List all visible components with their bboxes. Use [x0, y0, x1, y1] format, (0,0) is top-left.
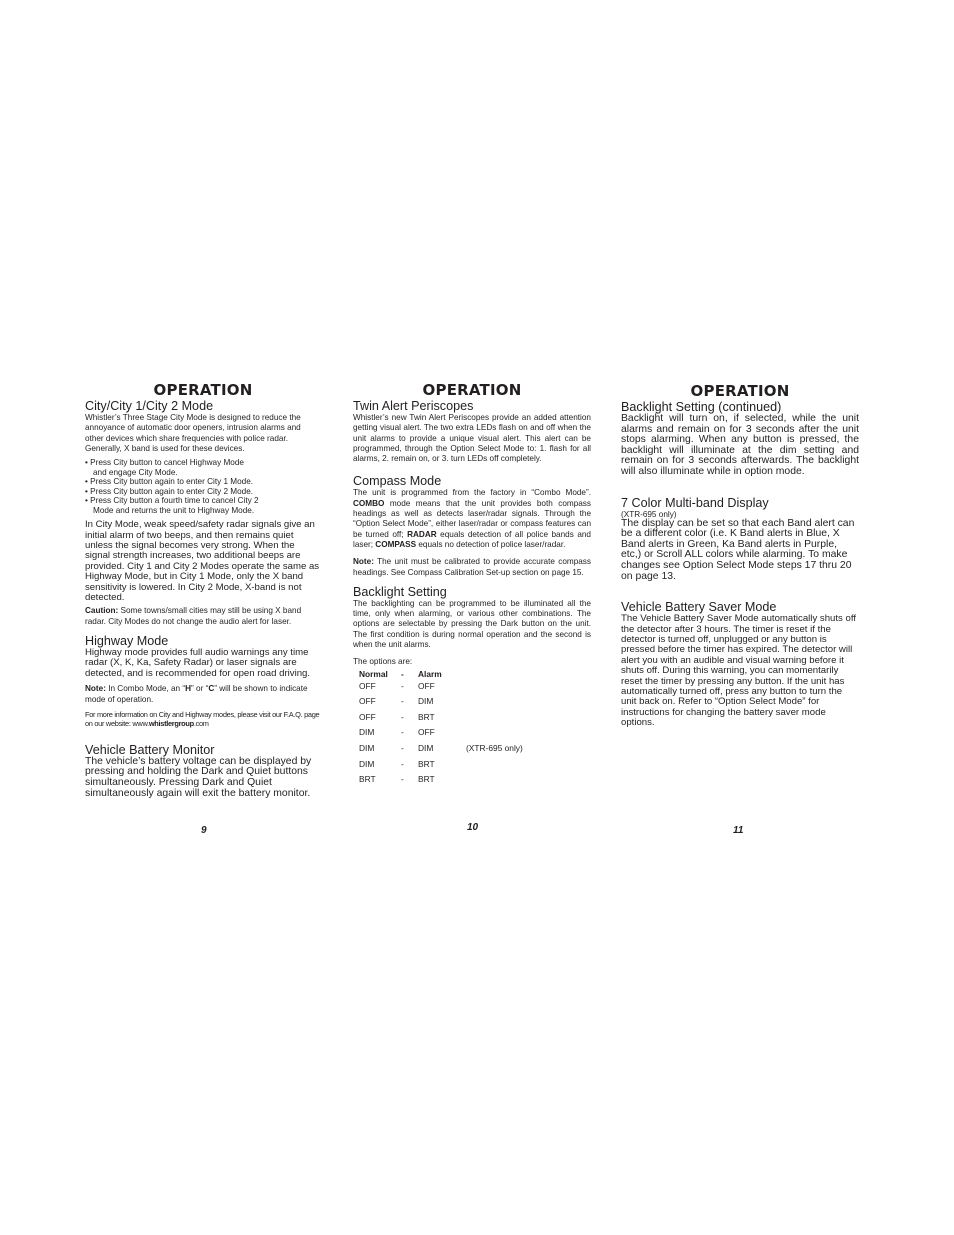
page-number-10: 10 — [467, 822, 479, 833]
note-label: Note: — [85, 684, 106, 694]
caution-text: Some towns/small cities may still be using X band radar. City Modes do not change the audio alert for laser. — [85, 606, 302, 626]
note-text: The unit must be calibrated to provide accurate compass headings. See Compass Calibration Set-up section on page 15. — [353, 557, 591, 577]
city-mode-title: City/City 1/City 2 Mode — [85, 399, 214, 413]
compass-text: The unit is programmed from the factory in “Combo Mode”. — [353, 488, 591, 498]
cell-note — [466, 712, 523, 728]
list-item: • Press City button again to enter City 2 Mode. — [85, 486, 254, 496]
compass-mode-body — [353, 488, 591, 550]
cell-note — [466, 696, 523, 712]
faq-text: For more information on City and Highway modes, please visit our F.A.Q. page on our website: www. — [85, 709, 320, 729]
page-number-11: 11 — [733, 825, 744, 836]
color-display-subtitle: (XTR-695 only) — [621, 509, 677, 519]
battery-monitor-body: The vehicle’s battery voltage can be displayed by pressing and holding the Dark and Quiet buttons simultaneously. Pressing Dark and Quiet simultaneously again will exit the battery monitor. — [85, 755, 312, 799]
cell-note — [466, 727, 523, 743]
table-row — [353, 712, 523, 728]
cell-normal: DIM — [359, 743, 375, 754]
list-item: • Press City button again to enter City 1 Mode. — [85, 477, 254, 487]
city-mode-bullets — [85, 458, 321, 515]
list-item: Mode and returns the unit to Highway Mode. — [93, 505, 255, 515]
highway-mode-title: Highway Mode — [85, 634, 169, 649]
note-text: ” will be shown to indicate mode of operation. — [85, 684, 308, 704]
highway-note — [85, 684, 321, 705]
page-9-heading: OPERATION — [153, 381, 253, 399]
city-caution — [85, 606, 321, 627]
cell-dash: - — [401, 727, 404, 738]
table-row — [353, 743, 523, 759]
cell-dash: - — [401, 758, 404, 769]
cell-alarm: DIM — [418, 743, 434, 754]
h-indicator: H — [185, 684, 192, 694]
cell-alarm: OFF — [418, 680, 435, 691]
caution-label: Caution: — [85, 606, 119, 616]
cell-dash: - — [401, 774, 404, 785]
col-alarm-header: Alarm — [418, 668, 442, 679]
cell-alarm: DIM — [418, 696, 434, 707]
cell-normal: DIM — [359, 758, 375, 769]
table-row — [353, 696, 523, 712]
table-row — [353, 759, 523, 775]
cell-normal: DIM — [359, 727, 375, 738]
table-row — [353, 681, 523, 697]
backlight-continued-title: Backlight Setting (continued) — [621, 400, 782, 414]
compass-mode-title: Compass Mode — [353, 474, 442, 489]
battery-saver-body: The Vehicle Battery Saver Mode automatically shuts off the detector after 3 hours. The timer is reset if the detector is turned off, unplugged or any button is pressed before the timer has expired. The detector will alert you with an audible and visual warning before it shuts off. During this warning, you can momentarily reset the timer by pressing any button. If the unit has automatically turned off, press any button to turn the unit back on. Refer to “Option Select Mode” for instructions for changing the battery saver mode options. — [621, 613, 856, 729]
note-text: In Combo Mode, an “ — [105, 684, 186, 694]
cell-normal: OFF — [359, 680, 376, 691]
cell-normal: OFF — [359, 711, 376, 722]
compass-note — [353, 557, 591, 578]
cell-dash: - — [401, 743, 404, 754]
cell-alarm: OFF — [418, 727, 435, 738]
page-number-9: 9 — [201, 825, 207, 836]
table-row — [353, 727, 523, 743]
cell-alarm: BRT — [418, 774, 435, 785]
compass-keyword: COMPASS — [375, 539, 417, 549]
compass-text: equals no detection of police laser/radar. — [416, 539, 566, 549]
radar-keyword: RADAR — [407, 529, 437, 539]
website-link[interactable]: whistlergroup — [148, 719, 194, 729]
col-dash-header: - — [401, 668, 404, 679]
city-mode-intro: Whistler’s Three Stage City Mode is designed to reduce the annoyance of automatic door openers, intrusion alarms and other devices which share frequencies with police radar. Generally, X band is used for these devices. — [85, 413, 301, 453]
color-display-title: 7 Color Multi-band Display — [621, 495, 769, 510]
cell-normal: OFF — [359, 696, 376, 707]
col-note-header — [466, 669, 523, 681]
note-label: Note: — [353, 557, 374, 567]
options-label: The options are: — [353, 657, 413, 667]
table-header-row — [353, 669, 523, 681]
page-10-heading: OPERATION — [422, 381, 522, 399]
battery-monitor-title: Vehicle Battery Monitor — [85, 742, 215, 757]
page-9-column — [85, 382, 321, 799]
cell-note — [466, 681, 523, 697]
compass-text: mode means that the unit provides both compass headings as well as detects laser/radar signals. Through the “Option Select Mode”, either laser/radar or compass features can be turned off; — [353, 498, 591, 539]
list-item: and engage City Mode. — [93, 467, 178, 477]
col-normal-header: Normal — [359, 668, 388, 679]
cell-note — [466, 774, 523, 790]
page-10-column — [353, 382, 591, 790]
city-mode-body: In City Mode, weak speed/safety radar signals give an initial alarm of two beeps, and then remains quiet unless the signal becomes very strong. When the signal strength increases, two additional beeps are provided. City 1 and City 2 Modes operate the same as Highway Mode, but in City 1 Mode, only the X band sensitivity is lowered. In City 2 Mode, X-band is not detected. — [85, 519, 320, 604]
faq-text: .com — [193, 719, 209, 729]
faq-info — [85, 710, 321, 729]
table-row — [353, 774, 523, 790]
twin-alert-body: Whistler’s new Twin Alert Periscopes provide an added attention getting visual alert. The two extra LEDs flash on and off when the unit alarms to provide a unique visual alert. This alert can be programmed, through the Option Select Mode to: 1. flash for all alarms, 2. remain on, or 3. turn LEDs off completely. — [353, 413, 591, 464]
c-indicator: C — [208, 684, 215, 694]
cell-normal: BRT — [359, 774, 376, 785]
color-display-body: The display can be set so that each Band alert can be a different color (i.e. K Band alerts in Blue, X Band alerts in Green, Ka Band alerts in Purple, etc,) or Scroll ALL colors while alarming. To make changes see Option Select Mode steps 17 thru 20 on page 13. — [621, 517, 855, 582]
list-item: • Press City button to cancel Highway Mode — [85, 458, 244, 468]
backlight-setting-title: Backlight Setting — [353, 584, 447, 599]
cell-dash: - — [401, 680, 404, 691]
page-11-column — [621, 382, 859, 729]
twin-alert-title: Twin Alert Periscopes — [353, 399, 474, 413]
battery-saver-title: Vehicle Battery Saver Mode — [621, 600, 777, 615]
cell-dash: - — [401, 711, 404, 722]
list-item: • Press City button a fourth time to cancel City 2 — [85, 496, 259, 506]
backlight-setting-body: The backlighting can be programmed to be illuminated all the time, only when alarming, or various other combinations. The options are selectable by pressing the Dark button on the unit. The first condition is during normal operation and the second is when the unit alarms. — [353, 598, 591, 650]
highway-mode-body: Highway mode provides full audio warnings any time radar (X, K, Ka, Safety Radar) or laser signals are detected, and is recommended for open road driving. — [85, 647, 311, 679]
cell-alarm: BRT — [418, 711, 435, 722]
cell-dash: - — [401, 696, 404, 707]
note-text: ” or “ — [191, 684, 209, 694]
combo-keyword: COMBO — [353, 498, 385, 508]
backlight-options-table — [353, 669, 523, 790]
cell-alarm: BRT — [418, 758, 435, 769]
cell-note — [466, 759, 523, 775]
compass-text: equals detection of all police bands and laser; — [353, 529, 591, 549]
backlight-continued-body: Backlight will turn on, if selected, while the unit alarms and remain on for 3 seconds after the unit stops alarming. When any button is pressed, the backlight will illuminate at the dim setting and remain on for 3 seconds afterwards. The backlight will also illuminate while in option mode. — [621, 413, 859, 477]
page-11-heading: OPERATION — [690, 382, 790, 400]
cell-note: (XTR-695 only) — [466, 743, 523, 754]
